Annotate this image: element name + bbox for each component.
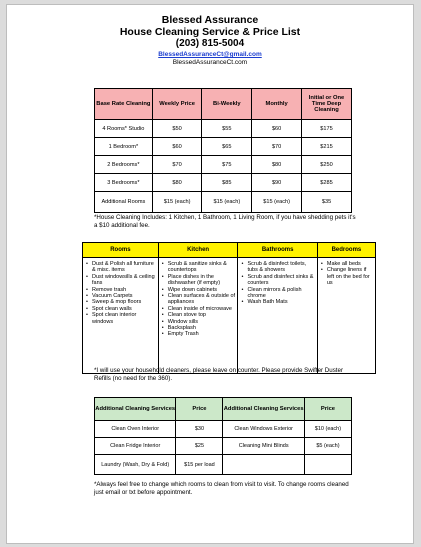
task-list	[320, 261, 373, 287]
room-type-cell: 1 Bedroom*	[95, 138, 153, 156]
task-item: • Clean stove top	[168, 312, 236, 318]
rates-column-header: Weekly Price	[152, 89, 202, 120]
price-cell: $50	[152, 120, 202, 138]
base-rate-table	[94, 88, 352, 213]
task-item: • Scrub and disinfect sinks & counters	[247, 274, 314, 287]
document-title: House Cleaning Service & Price List	[119, 26, 301, 38]
website-text: BlessedAssuranceCt.com	[172, 59, 248, 66]
task-item: • Change linens if left on the bed for us	[327, 267, 373, 286]
price-cell: $60	[252, 120, 302, 138]
price-cell: $65	[202, 138, 252, 156]
task-list	[85, 261, 156, 325]
additional-body	[95, 421, 352, 475]
email-link[interactable]: BlessedAssuranceCt@gmail.com	[158, 51, 262, 58]
task-item: • Window sills	[168, 319, 236, 325]
service-name-cell: Clean Oven Interior	[95, 421, 176, 438]
service-price-cell: $15 per load	[176, 455, 223, 475]
room-type-cell: Additional Rooms	[95, 192, 153, 213]
task-list-cell	[238, 258, 317, 374]
rates-row	[95, 138, 352, 156]
task-item: • Wipe down cabinets	[168, 287, 236, 293]
rates-row	[95, 156, 352, 174]
service-name-cell: Clean Fridge Interior	[95, 438, 176, 455]
rates-row	[95, 174, 352, 192]
task-list-cell	[317, 258, 375, 374]
room-type-cell: 3 Bedrooms*	[95, 174, 153, 192]
rates-body	[95, 120, 352, 213]
task-list	[161, 261, 236, 338]
price-cell: $70	[152, 156, 202, 174]
additional-column-header: Additional Cleaning Services	[95, 398, 176, 421]
rates-row	[95, 120, 352, 138]
service-name-cell	[223, 455, 304, 475]
task-item: • Clean surfaces & outside of appliances	[168, 293, 236, 306]
business-name: Blessed Assurance	[161, 14, 259, 26]
task-item: • Dust & Polish all furniture & misc. items	[92, 261, 156, 274]
rates-column-header: Base Rate Cleaning	[95, 89, 153, 120]
price-cell: $15 (each)	[252, 192, 302, 213]
price-cell: $80	[152, 174, 202, 192]
task-item: • Scrub & disinfect toilets, tubs & showers	[247, 261, 314, 274]
price-cell: $285	[302, 174, 352, 192]
rooms-column-header: Bedrooms	[317, 243, 375, 258]
additional-column-header: Additional Cleaning Services	[223, 398, 304, 421]
rates-column-header: Monthly	[252, 89, 302, 120]
task-list-cell	[158, 258, 238, 374]
additional-row	[95, 421, 352, 438]
task-item: • Make all beds	[327, 261, 373, 267]
service-price-cell: $25	[176, 438, 223, 455]
rooms-column-header: Rooms	[83, 243, 159, 258]
room-tasks-table	[82, 242, 376, 374]
supplies-note: *I will use your household cleaners, please leave on counter. Please provide Swifter Duster Refills (no need for the 360).	[94, 367, 344, 382]
task-item: • Vacuum Carpets	[92, 293, 156, 299]
task-item: • Clean mirrors & polish chrome	[247, 287, 314, 300]
additional-row	[95, 438, 352, 455]
price-cell: $35	[302, 192, 352, 213]
price-cell: $175	[302, 120, 352, 138]
additional-column-header: Price	[304, 398, 351, 421]
price-cell: $215	[302, 138, 352, 156]
rooms-column-header: Bathrooms	[238, 243, 317, 258]
rates-row	[95, 192, 352, 213]
phone-number: (203) 815-5004	[175, 38, 245, 49]
service-name-cell: Clean Windows Exterior	[223, 421, 304, 438]
price-list-page	[6, 4, 414, 544]
document-header	[7, 14, 413, 67]
service-price-cell: $30	[176, 421, 223, 438]
rates-column-header: Bi-Weekly	[202, 89, 252, 120]
task-item: • Place dishes in the dishwasher (if empty)	[168, 274, 236, 287]
task-item: • Empty Trash	[168, 331, 236, 337]
price-cell: $75	[202, 156, 252, 174]
price-cell: $80	[252, 156, 302, 174]
task-item: • Sweep & mop floors	[92, 299, 156, 305]
task-item: • Scrub & sanitize sinks & countertops	[168, 261, 236, 274]
task-item: • Wash Bath Mats	[247, 299, 314, 305]
service-name-cell: Cleaning Mini Blinds	[223, 438, 304, 455]
room-type-cell: 2 Bedrooms*	[95, 156, 153, 174]
task-item: • Backsplash	[168, 325, 236, 331]
task-list	[240, 261, 314, 306]
footer-note: *Always feel free to change which rooms to clean from visit to visit. To change rooms cleaned just email or txt before appointment.	[94, 481, 349, 496]
service-price-cell: $10 (each)	[304, 421, 351, 438]
price-cell: $55	[202, 120, 252, 138]
price-cell: $15 (each)	[202, 192, 252, 213]
price-cell: $70	[252, 138, 302, 156]
additional-row	[95, 455, 352, 475]
additional-header-row	[95, 398, 352, 421]
rates-header-row	[95, 89, 352, 120]
task-item: • Spot clean walls	[92, 306, 156, 312]
service-price-cell: $5 (each)	[304, 438, 351, 455]
rates-column-header: Initial or One Time Deep Cleaning	[302, 89, 352, 120]
rooms-task-row	[83, 258, 376, 374]
price-cell: $60	[152, 138, 202, 156]
service-name-cell: Laundry (Wash, Dry & Fold)	[95, 455, 176, 475]
price-cell: $250	[302, 156, 352, 174]
rooms-column-header: Kitchen	[158, 243, 238, 258]
additional-column-header: Price	[176, 398, 223, 421]
rooms-header-row	[83, 243, 376, 258]
price-cell: $90	[252, 174, 302, 192]
includes-note: *House Cleaning Includes: 1 Kitchen, 1 Bathroom, 1 Living Room, if you have shedding pets it's a $10 additional fee.	[94, 214, 356, 229]
task-item: • Dust windowsills & ceiling fans	[92, 274, 156, 287]
price-cell: $85	[202, 174, 252, 192]
price-cell: $15 (each)	[152, 192, 202, 213]
task-item: • Remove trash	[92, 287, 156, 293]
room-type-cell: 4 Rooms* Studio	[95, 120, 153, 138]
task-item: • Spot clean interior windows	[92, 312, 156, 325]
task-list-cell	[83, 258, 159, 374]
additional-services-table	[94, 397, 352, 475]
task-item: • Clean inside of microwave	[168, 306, 236, 312]
service-price-cell	[304, 455, 351, 475]
